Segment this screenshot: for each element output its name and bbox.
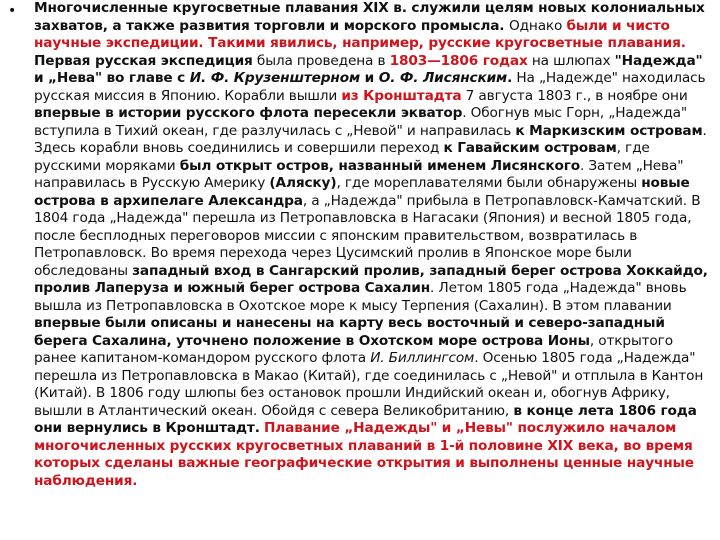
- text-segment: к Гавайским островам: [443, 140, 617, 156]
- text-segment: Однако: [508, 17, 567, 34]
- text-segment: были и чисто научные экспедиции. Такими явились, например, русские кругосветные плавания.: [34, 17, 686, 51]
- text-segment: . Обогнув мыс Горн, „Надежда" вступила в Тихий океан, где разлучилась с „Невой" и направилась: [34, 105, 688, 139]
- text-segment: Плавание „Надежды" и „Невы" послужило началом многочисленных русских кругосветных плаваний в 1-й половине XIX века, во время которых сделаны важные географические открытия и выполнены ценные научные наблюдения.: [34, 420, 694, 489]
- bullet-marker: •: [8, 3, 17, 19]
- text-segment: к Маркизским островам: [515, 122, 703, 139]
- text-segment: И. Ф. Крузенштерном: [189, 70, 361, 86]
- text-segment: . Затем „Нева" направилась в Русскую Америку: [34, 157, 684, 191]
- text-segment: . Летом 1805 года „Надежда" вновь вышла из Петропавловска в Охотское море к мысу Терпения (Сахалин). В этом плавании: [34, 280, 687, 314]
- text-segment: впервые в истории русского флота пересекли экватор: [34, 105, 463, 121]
- text-segment: , где русскими моряками: [34, 140, 650, 174]
- text-segment: , открытого ранее капитаном-командором русского флота: [34, 332, 673, 366]
- text-segment: и: [360, 70, 379, 86]
- text-segment: 7 августа 1803 г., в ноябре они: [461, 87, 688, 104]
- text-segment: . Здесь корабли вновь соединились и совершили переход: [34, 122, 707, 156]
- text-segment: О. Ф. Лисянским: [378, 70, 508, 86]
- text-segment: 1803—1806 годах: [389, 52, 528, 69]
- text-segment: . Осенью 1805 года „Надежда" перешла из Петропавловска в Макао (Китай), где соединилась с „Невой" и отплыла в Кантон (Китай). В 1806 году шлюпы без остановок прошли Индийский океан и, обогнув Африку, вышли в Атлантический океан. Обойдя с севера Великобританию,: [34, 350, 704, 419]
- text-segment: западный вход в Сангарский пролив, западный берег острова Хоккайдо, пролив Лаперуза и южный берег острова Сахалин: [34, 262, 708, 296]
- text-segment: И. Биллингсом: [370, 350, 475, 366]
- text-segment: На „Надежде" находилась русская миссия в Японию. Корабли вышли: [34, 70, 706, 104]
- text-segment: впервые были описаны и нанесены на карту весь восточный и северо-западный берега Сахалина, уточнено положение в Охотском море острова Ионы: [34, 315, 665, 349]
- text-segment: "Надежда" и „Нева" во главе с: [34, 52, 703, 86]
- text-segment: Первая русская экспедиция: [34, 52, 253, 69]
- text-segment: (Аляску): [269, 175, 337, 191]
- text-segment: на шлюпах: [527, 52, 615, 69]
- text-segment: в конце лета 1806 года они вернулись в Кронштадт.: [34, 402, 697, 436]
- text-segment: Многочисленные кругосветные плавания XIX в. служили целям новых колониальных захватов, а также развития торговли и морского промысла.: [34, 0, 705, 34]
- text-segment: , а „Надежда" прибыла в Петропавловск-Камчатский. В 1804 года „Надежда" перешла из Петропавловска в Нагасаки (Япония) и весной 1805 года, после бесплодных переговоров миссии с японским правительством, возвратилась в Петропавловск. Во время перехода через Цусимский пролив в Японское море были обследованы: [34, 192, 701, 279]
- text-segment: была проведена в: [252, 52, 390, 69]
- text-segment: новые острова в архипелаге Александра: [34, 175, 690, 209]
- text-segment: , где мореплавателями были обнаружены: [336, 175, 642, 191]
- text-segment: .: [507, 70, 513, 86]
- text-segment: был открыт остров, названный именем Лисянского: [179, 157, 580, 174]
- text-segment: из Кронштадта: [341, 87, 462, 104]
- body-paragraph: [34, 0, 714, 490]
